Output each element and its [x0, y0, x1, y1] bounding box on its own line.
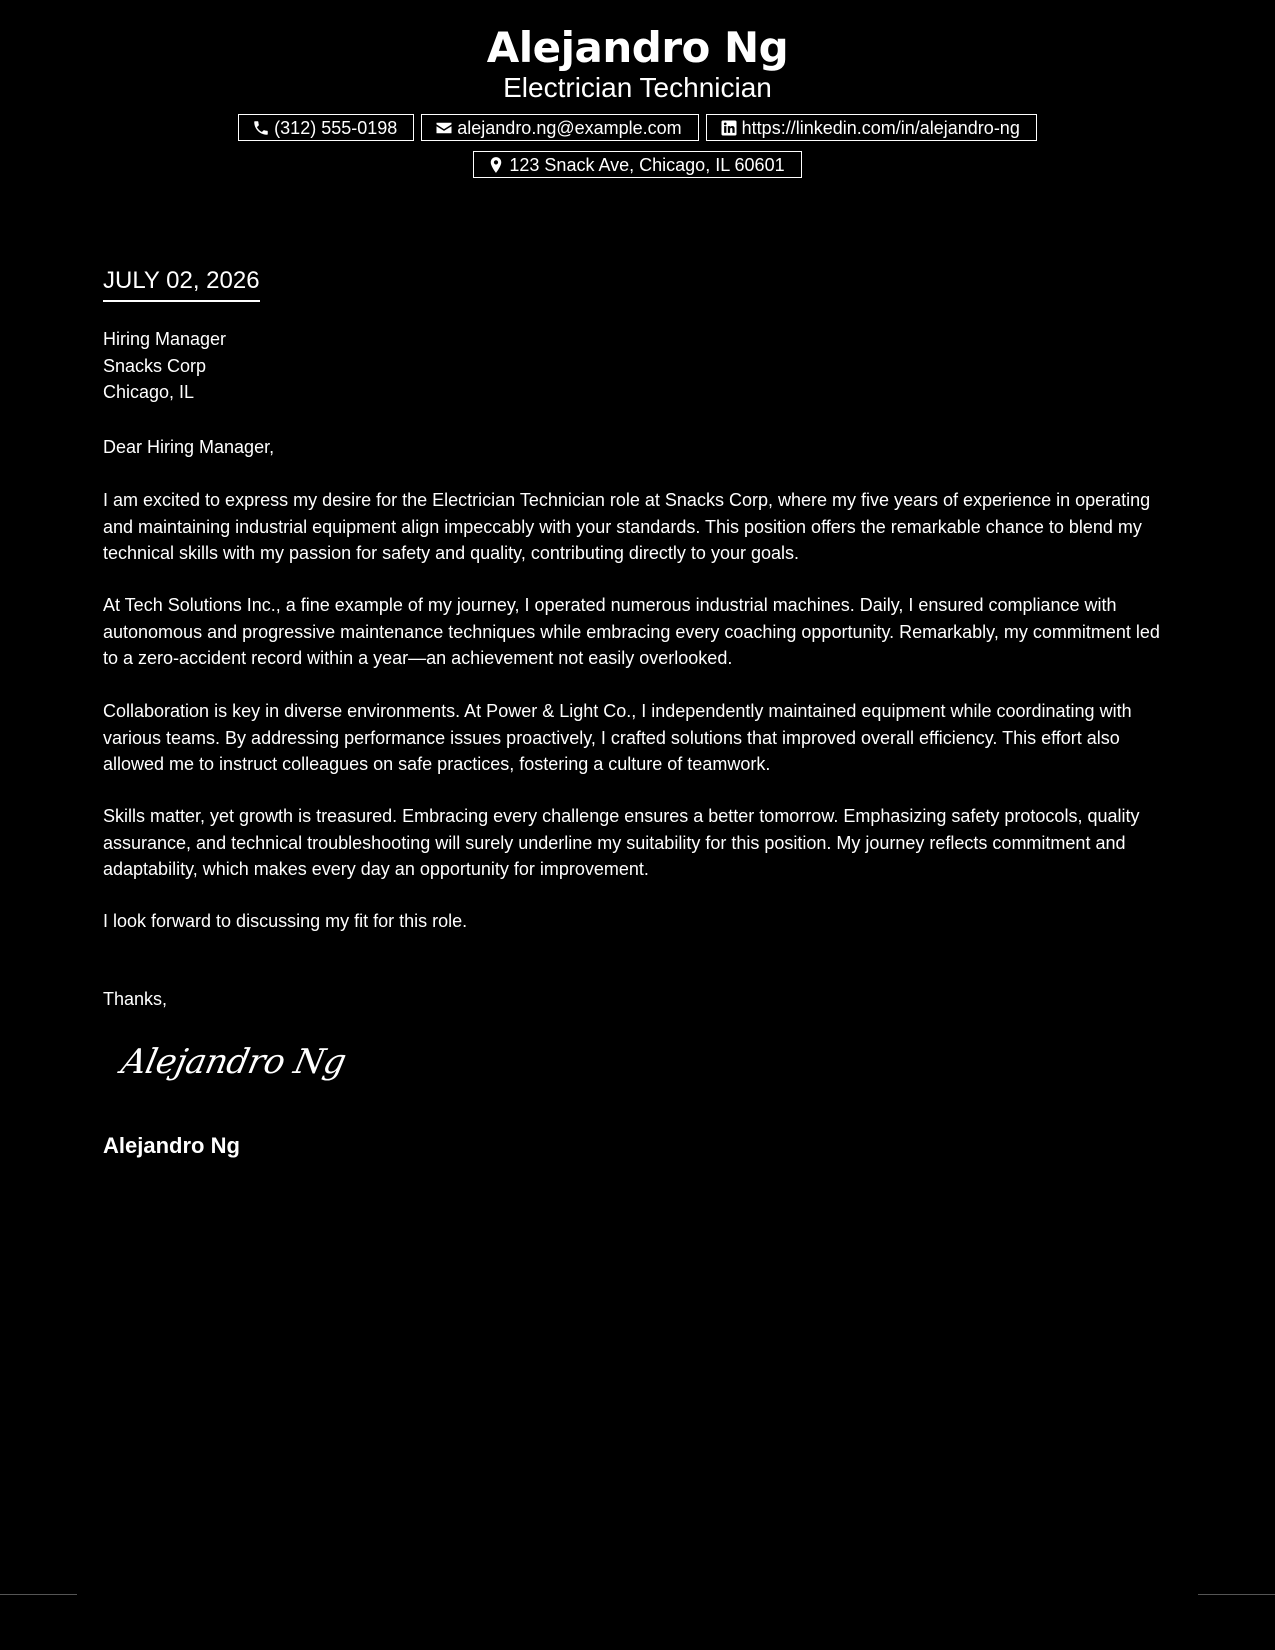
signed-name: Alejandro Ng	[103, 1133, 240, 1158]
recipient-company: Snacks Corp	[103, 355, 207, 376]
handwritten-signature: Alejandro Ng	[117, 1042, 350, 1082]
footer-rule-left	[0, 1594, 77, 1595]
email-chip[interactable]	[421, 114, 698, 141]
body-paragraph: Skills matter, yet growth is treasured. Embracing every challenge ensures a better tomorrow. Emphasizing safety protocols, quality assurance, and technical troubleshooting will surely underline my suitability for this position. My journey reflects commitment and adaptability, which makes every day an opportunity for improvement.	[103, 806, 1140, 879]
address-chip[interactable]	[473, 151, 801, 178]
applicant-name: Alejandro Ng	[486, 23, 789, 72]
body-paragraph: Collaboration is key in diverse environments. At Power & Light Co., I independently maintained equipment while coordinating with various teams. By addressing performance issues proactively, I crafted solutions that improved overall efficiency. This effort also allowed me to instruct colleagues on safe practices, fostering a culture of teamwork.	[103, 701, 1132, 774]
phone-icon	[252, 119, 270, 137]
address-text: 123 Snack Ave, Chicago, IL 60601	[509, 154, 785, 175]
closing-line: I look forward to discussing my fit for this role.	[103, 911, 468, 931]
contact-row-address	[0, 151, 1275, 178]
email-text: alejandro.ng@example.com	[457, 117, 682, 138]
body-paragraph: At Tech Solutions Inc., a fine example of my journey, I operated numerous industrial machines. Daily, I ensured compliance with autonomous and progressive maintenance techniques while embracing every coaching opportunity. Remarkably, my commitment led to a zero-accident record within a year—an achievement not easily overlooked.	[103, 595, 1160, 668]
salutation: Dear Hiring Manager,	[103, 437, 275, 457]
contact-row	[0, 114, 1275, 141]
signoff: Thanks,	[103, 989, 168, 1009]
applicant-title: Electrician Technician	[503, 72, 772, 103]
letter-header	[0, 22, 1275, 104]
map-marker-icon	[487, 156, 505, 174]
linkedin-icon	[720, 119, 738, 137]
envelope-icon	[435, 119, 453, 137]
body-paragraph: I am excited to express my desire for the Electrician Technician role at Snacks Corp, where my five years of experience in operating and maintaining industrial equipment align impeccably with your standards. This position offers the remarkable chance to blend my technical skills with my passion for safety and quality, contributing directly to your goals.	[103, 490, 1151, 563]
recipient-location: Chicago, IL	[103, 382, 195, 402]
recipient-block	[103, 326, 226, 406]
footer-rule-right	[1198, 1594, 1275, 1595]
linkedin-chip[interactable]	[706, 114, 1037, 141]
linkedin-text: https://linkedin.com/in/alejandro-ng	[741, 117, 1020, 138]
recipient-name: Hiring Manager	[103, 329, 227, 349]
phone-text: (312) 555-0198	[274, 117, 398, 138]
letter-date: JULY 02, 2026	[103, 266, 260, 302]
phone-chip[interactable]	[238, 114, 414, 141]
